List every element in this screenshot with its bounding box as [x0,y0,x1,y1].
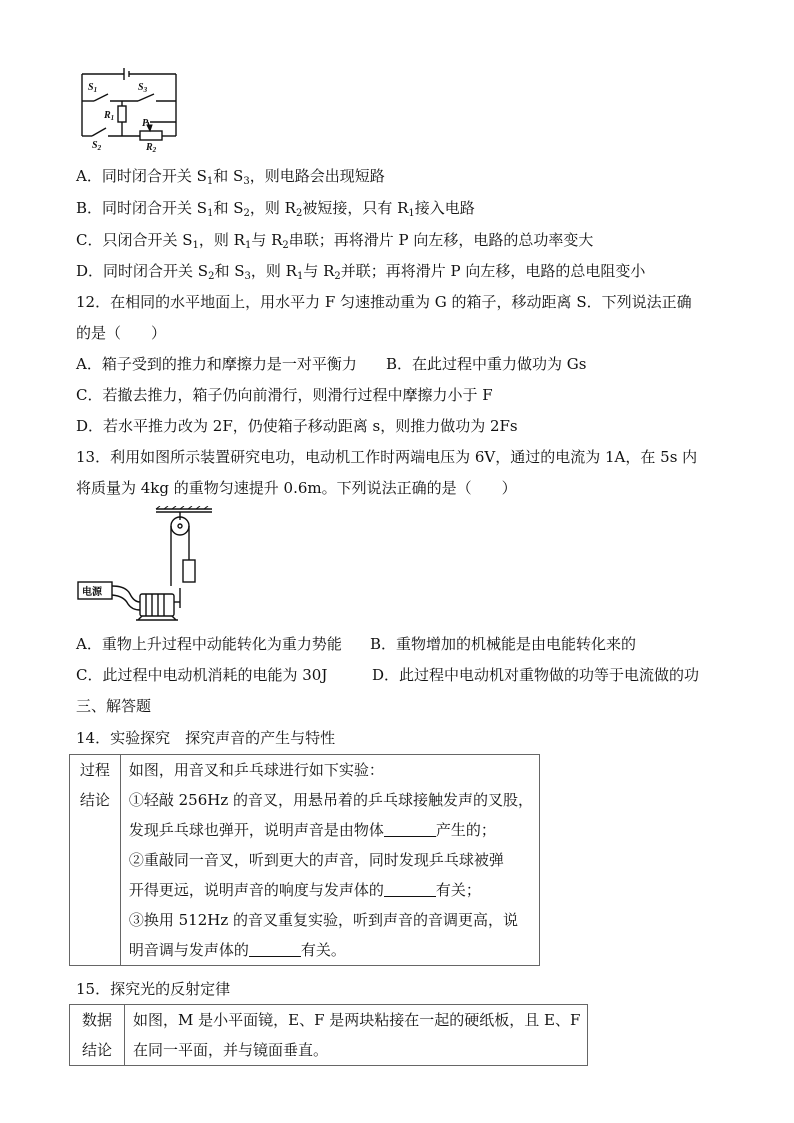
q13-option-b: B．重物增加的机械能是由电能转化来的 [370,635,637,653]
q13-option-a: A．重物上升过程中动能转化为重力势能 [76,635,342,653]
q14-content-cell [120,755,539,966]
q14-line-1: 如图，用音叉和乒乓球进行如下实验： [128,761,384,779]
q15-content-cell [125,1005,588,1066]
q11-option-c: C．只闭合开关 $S_1$，则 $R_1$与 $R_2$串联；再将滑片 P 向左移，电路的总功率变大 [76,231,594,251]
motor-pulley-diagram [76,506,226,626]
q12-option-d: D．若水平推力改为 2F，仍使箱子移动距离 s，则推力做功为 2Fs [76,417,518,435]
q13-option-d: D．此过程中电动机对重物做的功等于电流做的功 [372,666,700,684]
q13-stem-line1: 13．利用如图所示装置研究电功，电动机工作时两端电压为 6V，通过的电流为 1A，在 5s 内 [76,448,698,466]
q15-label-2: 结论 [81,1041,112,1059]
q15-label-cell [70,1005,125,1066]
q12-option-b: B．在此过程中重力做功为 Gs [386,355,587,373]
q14-line-2: ①轻敲 256Hz 的音叉，用悬吊着的乒乓球接触发声的叉股， [128,791,533,809]
label-r2: $R_2$ [146,142,157,152]
q13-stem-line2: 将质量为 4kg 的重物匀速提升 0.6m。下列说法正确的是（ ） [76,479,517,497]
label-r1: $R_1$ [104,110,115,122]
q15-line-1: 如图，M 是小平面镜，E、F 是两块粘接在一起的硬纸板，且 E、F [133,1011,581,1029]
q14-line-6: ③换用 512Hz 的音叉重复实验，听到声音的音调更高，说 [128,911,518,929]
label-s1: $S_1$ [88,82,98,94]
q12-option-c: C．若撤去推力，箱子仍向前滑行，则滑行过程中摩擦力小于 F [76,386,493,404]
q14-line-5: 开得更远，说明声音的响度与发声体的 有关； [128,881,481,899]
q14-label-1: 过程 [79,761,110,779]
label-s2: $S_2$ [92,140,102,152]
label-p: P [142,118,149,129]
q15-line-2: 在同一平面，并与镜面垂直。 [133,1041,329,1059]
answer-blank-2[interactable] [384,882,436,897]
answer-blank-1[interactable] [384,822,436,837]
q14-line-7: 明音调与发声体的 有关。 [128,941,346,959]
q13-option-c: C．此过程中电动机消耗的电能为 30J [76,666,328,684]
q14-table [69,754,540,966]
q14-label-2: 结论 [79,791,110,809]
q11-option-d: D．同时闭合开关 $S_2$和 $S_3$，则 $R_1$与 $R_2$并联；再将滑片 P 向左移，电路的总电阻变小 [76,262,646,282]
section-3-title: 三、解答题 [76,697,152,715]
circuit-diagram [76,66,186,152]
q14-line-4: ②重敲同一音叉，听到更大的声音，同时发现乒乓球被弹 [128,851,504,869]
q15-title: 15．探究光的反射定律 [76,980,231,998]
q14-title: 14．实验探究 探究声音的产生与特性 [76,729,336,747]
q15-label-1: 数据 [81,1011,112,1029]
q12-option-a: A．箱子受到的推力和摩擦力是一对平衡力 [76,355,357,373]
q12-stem-line1: 12．在相同的水平地面上，用水平力 F 匀速推动重为 G 的箱子，移动距离 S．下列说法正确 [76,293,692,311]
q14-line-3: 发现乒乓球也弹开，说明声音是由物体 产生的； [128,821,496,839]
q12-stem-line2: 的是（ ） [76,324,167,342]
q11-option-a: A．同时闭合开关 $S_1$和 $S_3$，则电路会出现短路 [76,167,385,187]
answer-blank-3[interactable] [249,942,301,957]
q15-table [69,1004,588,1066]
label-s3: $S_3$ [138,82,148,94]
q11-option-b: B．同时闭合开关 $S_1$和 $S_2$，则 $R_2$被短接，只有 $R_1$接入电路 [76,199,475,219]
q14-label-cell [70,755,121,966]
power-supply-label: 电源 [82,587,102,598]
